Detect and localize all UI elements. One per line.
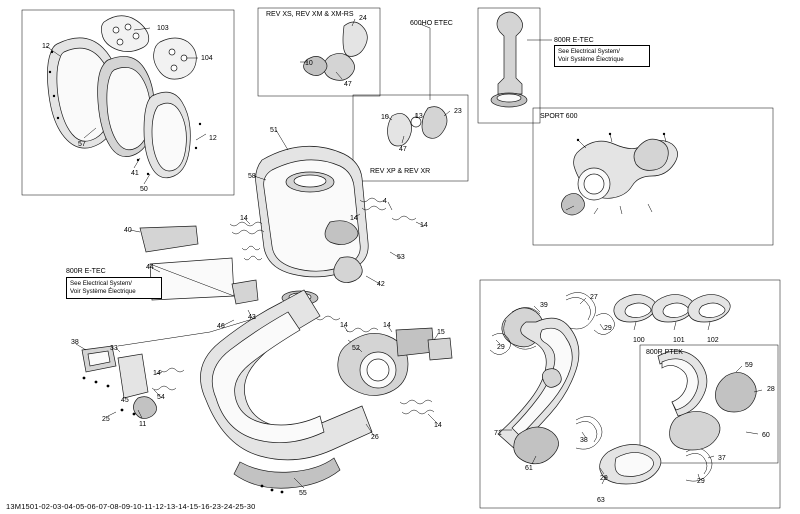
- callout-number: 14: [420, 222, 428, 229]
- panel-title-800r-ptek: 800R PTEK: [646, 349, 683, 356]
- callout-number: 14: [340, 322, 348, 329]
- callout-number: 51: [270, 127, 278, 134]
- callout-number: 23: [454, 108, 462, 115]
- panel-title-600ho-etec: 600HO ETEC: [410, 20, 453, 27]
- callout-number: 39: [540, 302, 548, 309]
- callout-number: 14: [240, 215, 248, 222]
- callout-number: 28: [767, 386, 775, 393]
- callout-number: 44: [146, 264, 154, 271]
- callout-number: 54: [157, 394, 165, 401]
- callout-number: 12: [42, 43, 50, 50]
- note-line-1: See Electrical System/: [70, 280, 132, 287]
- callout-number: 10: [381, 114, 389, 121]
- callout-number: 24: [359, 15, 367, 22]
- note-electrical-system-top: [554, 45, 650, 67]
- callout-number: 25: [102, 416, 110, 423]
- callout-number: 103: [157, 25, 169, 32]
- callout-number: 58: [248, 173, 256, 180]
- callout-number: 57: [78, 141, 86, 148]
- callout-number: 71: [494, 430, 502, 437]
- callout-number: 15: [437, 329, 445, 336]
- panel-title-rev-xs-xm-xmrs: REV XS, REV XM & XM-RS: [266, 11, 354, 18]
- callout-number: 13: [415, 113, 423, 120]
- note-line-1: See Electrical System/: [558, 48, 620, 55]
- callout-number: 102: [707, 337, 719, 344]
- callout-number: 29: [497, 344, 505, 351]
- callout-number: 27: [590, 294, 598, 301]
- callout-number: 37: [718, 455, 726, 462]
- callout-number: 38: [71, 339, 79, 346]
- callout-number: 104: [201, 55, 213, 62]
- callout-number: 29: [600, 475, 608, 482]
- callout-number: 59: [745, 362, 753, 369]
- callout-number: 50: [140, 186, 148, 193]
- callout-number: 33: [110, 345, 118, 352]
- callout-number: 26: [371, 434, 379, 441]
- callout-number: 11: [139, 421, 147, 428]
- callout-number: 14: [153, 370, 161, 377]
- callout-number: 14: [350, 215, 358, 222]
- callout-number: 42: [377, 281, 385, 288]
- callout-number: 14: [434, 422, 442, 429]
- callout-number: 29: [604, 325, 612, 332]
- callout-number: 46: [217, 323, 225, 330]
- callout-number: 53: [397, 254, 405, 261]
- panel-title-rev-xp-xr: REV XP & REV XR: [370, 168, 431, 175]
- callout-number: 101: [673, 337, 685, 344]
- callout-number: 38: [580, 437, 588, 444]
- callout-number: 12: [209, 135, 217, 142]
- panel-title-800r-etec-top: 800R E-TEC: [554, 37, 594, 44]
- callout-number: 29: [697, 478, 705, 485]
- callout-number: 45: [121, 397, 129, 404]
- panel-title-800r-etec-left: 800R E-TEC: [66, 268, 106, 275]
- callout-number: 43: [248, 314, 256, 321]
- callout-number: 14: [383, 322, 391, 329]
- callout-number: 100: [633, 337, 645, 344]
- drawing-code: 13M1501-02-03-04-05-06-07-08-09-10-11-12-13-14-15-16-23-24-25-30: [6, 502, 256, 511]
- callout-number: 60: [762, 432, 770, 439]
- note-line-2: Voir Système Électrique: [558, 55, 624, 63]
- callout-number: 47: [399, 146, 407, 153]
- callout-number: 61: [525, 465, 533, 472]
- callout-number: 41: [131, 170, 139, 177]
- note-electrical-system-left: [66, 277, 162, 299]
- callout-number: 10: [305, 60, 313, 67]
- callout-number: 55: [299, 490, 307, 497]
- callout-number: 63: [597, 497, 605, 504]
- callout-number: 47: [344, 81, 352, 88]
- panel-title-sport-600: SPORT 600: [540, 113, 578, 120]
- callout-number: 52: [352, 345, 360, 352]
- callout-number: 4: [383, 198, 387, 205]
- callout-number: 40: [124, 227, 132, 234]
- note-line-2: Voir Système Électrique: [70, 287, 136, 295]
